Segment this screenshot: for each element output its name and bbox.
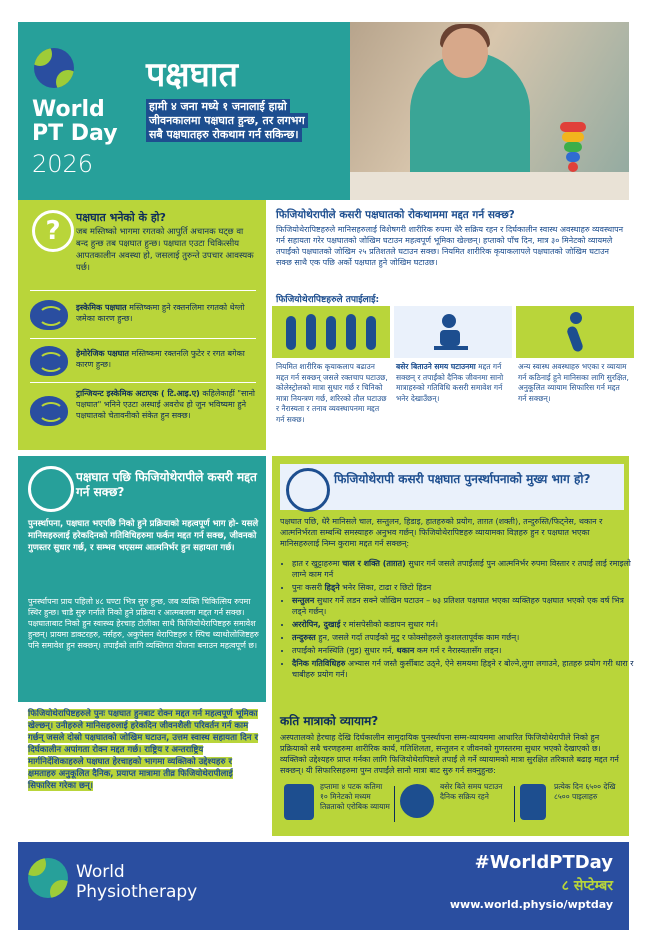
caption-activity: नियमित शारीरिक कृयाकलाप बढाउन मद्दत गर्न सक्छन् जसले रक्तचाप घटाउछ, कोलेस्ट्रोलको मात्रा सुधार गर्छ र चिनिको मात्रा नियन्त्रण गर्छ, शरिरको तौल घटाउछ र नैरास्यता र तनाव व्यवस्थापनमा मद्दत गर्न सक्छ।	[276, 362, 388, 424]
section-title: पक्षघात भनेको के हो?	[76, 211, 166, 224]
section-text: जब मस्तिष्को भागमा रगतको आपुर्ति अचानक घट्छ वा बन्द हुन्छ तब पक्षघात हुन्छ। पक्षघात एउटा चिकित्सीय आपतकालीन अवस्था हो, जसलाई तुरुन्ते उपचार आवस्यक पर्छ।	[76, 227, 254, 273]
stroke-type-tia: ट्रान्जियन्ट इस्केमिक अटाएक ( टि.आइ.ए) कहिलेकाहीं "सानो पक्षघात" भनिने एउटा अस्थाई अवरोध हो जुन भविष्यमा हुने पक्षघातको चेतावनीको संकेत हुन सक्छ।	[76, 389, 255, 420]
active-person-icon	[400, 784, 434, 818]
page-title: पक्षघात	[146, 55, 238, 95]
globe-icon	[28, 858, 68, 898]
prevention-callout	[18, 702, 266, 836]
exercise-item: हप्तामा ४ पटक कतिमा १० मिनेटको मध्यम तिव्रताको एरोबिक व्यायाम	[320, 782, 390, 811]
running-icon	[284, 784, 314, 820]
brain-icon	[30, 300, 68, 330]
list-item: • तन्दुरुस्त हुन, जसले गर्दा तपाईंको मुटु र फोक्सोहरुले कुशलतापूर्वक काम गर्छन्।	[292, 632, 636, 643]
rehab-paragraph: पुनर्स्थापना, पक्षघात भएपछि निको हुने प्रक्रियाको महत्वपूर्ण भाग हो- यसले मानिसहरुलाई हरेकदिनको गतिविधिहरुमा फर्कन मद्दत गर्न सक्छ, जीवनको गुणस्तर सुधार गर्छ, र सम्भव भएसम्म आत्मनिर्भर हुन सहायता गर्छ।	[28, 519, 259, 553]
divider	[30, 290, 256, 291]
section-title: पक्षघात पछि फिजियोथेरापीले कसरी मद्दत गर्न सक्छ?	[76, 470, 257, 499]
help-list	[280, 558, 636, 682]
divider	[30, 382, 256, 383]
footer	[18, 842, 629, 930]
caption-safe-exercise: अन्य स्वास्थ अवस्थाहरु भएका र व्यायाम गर्न कठिनाई हुने मानिसका लागि सुरक्षित, अनुकूलित व्यायाम सिफारिस गर्न मद्दत गर्न सक्छन्।	[518, 362, 629, 403]
brain-icon	[30, 396, 68, 426]
divider	[30, 338, 256, 339]
list-item: • पुनः कसरी हिड्ने भनेर सिका, टाढा र छिटो हिडन	[292, 582, 636, 593]
list-item: • हात र खुट्टाहरुमा चाल र शक्ति (ताग़त) सुधार गर्न जसले तपाईंलाई पुन आत्मनिर्भर रुपमा विस्तार र तपाईं लाई रमाइलो लाग्ने काम गर्न	[292, 558, 636, 580]
divider	[394, 786, 395, 822]
callout-text: फिजियोथेरापिष्टहरुले पुनः पक्षघात हुनबाट रोक्न मद्दत गर्न महत्वपूर्ण भूमिका खेल्छन्। उनीहरुले मानिसहरुलाई हरेकदिन जीवनशैली परिवर्तन गर्न काम गर्छन् जसले दोस्रो पक्षघातको जोखिम घटाउन, उत्तम स्वास्थ सहायता दिन र दिर्घकालीन अपांगता रोक्न मद्दत गर्छ। राष्ट्रिय र अन्तराष्ट्रिय मार्गनिर्देशिकाहरुले पक्षघात हेरचाहको भागमा व्यक्तिको उद्देश्यहरु र क्षमताहरु अनुकूलित दैनिक, प्रयाप्त मात्रामा तीव्र फिजियोथेरापीलाई सिफारिस गरेका छन्।	[28, 709, 258, 791]
prevention-section	[272, 200, 629, 450]
timeline-paragraph: पुनर्स्थापना प्राय पहिलो ४८ घण्टा भित्र सुरु हुन्छ, जब व्यक्ति चिकित्सिय रुपमा स्थिर हुन्छ। चाडै सुरु गर्नाले निको हुने प्रक्रिया र आत्मबलमा मद्दत गर्न सक्छ। पक्षघाताबाट निको हुन स्वास्थ्य हेरचाह टोलीका साथै फिजियोथेरापिष्टहरु समावेश हुन्छन्। प्रायमा डाक्टरहरु, नर्सहरु, अकुपेसन थेरापिष्टहरु र स्पिच थ्याथोलोजिष्टहरु पनि समावेश हुन सक्छन्। तपाईंको लागि व्यक्तिगत योजना बनाउन महत्वपूर्ण छ।	[28, 597, 259, 650]
section-intro: पक्षघात पछि, धेरै मानिसले चाल, सन्तुलन, हिडाइ, हातहरुको प्रयोग, ताग़त (शक्ती), तन्दुरुस्ति/फिट्नेस, थकान र आत्मनिर्भरता सम्बन्धि समस्याहरु अनुभव गर्छन्। फिजियोथेरापिष्टहरु व्यायामका विज्ञहरु हुन र पक्षघात भएका मानिसहरुलाई निम्न कुरामा मद्दत गर्न सक्छन्:	[280, 517, 603, 548]
walker-icon	[28, 466, 74, 512]
hashtag: #WorldPTDay	[474, 852, 613, 873]
stroke-type-ischemic: इस्केमिक पक्षघात मस्तिष्कमा हुने रक्तनलिमा रगतको थेग्लो जमेका कारण हुन्छ।	[76, 303, 245, 323]
page-subtitle: हामी ४ जना मध्ये १ जनालाई हाम्रो जीवनकालमा पक्षघात हुन्छ, तर लगभग सबै पक्षघातहरु रोकथाम गर्न सकिन्छ।	[146, 100, 306, 142]
website-link[interactable]: www.world.physio/wptday	[449, 898, 613, 911]
helping-hands-icon	[286, 468, 330, 512]
exercise-text: अस्पतालको हेरचाह देखि दिर्घकालीन सामुदायिक पुनर्स्थापना सम्म-व्यायममा आधारित फिजियोथेरापीले निको हुन प्रक्रियाको सबै चरणहरुमा शारीरिक कार्य, गतिशिलता, सन्तुलन र जीवनको गुणस्तरमा सुधार भएको देखाएको छ। व्यक्तिको उद्देश्यहरु प्राप्त गर्नका लागि फिजियोथेरापिष्टले तपाईं ले गर्ने व्यायामको मात्रा सुरक्षित तरिकाले बढाइ मद्दत गर्न सक्छन्। यी सिफारिसहरुमा पुग्न तपाईंले सानो मात्रा बाट सुरु गर्न सक्नुहुन्छ:	[280, 733, 619, 775]
globe-icon	[34, 48, 74, 88]
section-title: फिजियोथेरापी कसरी पक्षघात पुनर्स्थापनाको मुख्य भाग हो?	[334, 472, 591, 486]
list-item: • सन्तुलन सुधार गर्ने लडन सक्ने जोखिम घटाउन – ७३ प्रतिशत पक्षघात भएका व्यक्तिहरु पक्षघात भएको एक वर्ष भित्र लड्ने गर्छन्।	[292, 595, 636, 617]
footprints-icon	[520, 784, 546, 820]
stroke-type-hemorrhagic: हेमोरेजिक पक्षघात मस्तिष्कमा रक्तनलि फुटेर र रगत बगेका कारण हुन्छ।	[76, 349, 245, 369]
event-date: ८ सेप्टेम्बर	[561, 878, 613, 894]
list-item: • तपाईंको मनस्थिति (मुड) सुधार गर्न, थकान कम गर्न र नैरास्यतासँग लड्न।	[292, 645, 636, 656]
section-header	[280, 464, 624, 510]
list-item: • दैनिक गतिविधिहरु अभ्यास गर्न जस्तै कुर्सीबाट उठ्ने, ऐने समयमा हिड्ने र बोल्ने,लुगा लगाउने, हातहरु प्रयोग गरी धारा र चाबीहरु प्रयोग गर्न।	[292, 658, 636, 680]
after-stroke-section	[18, 456, 266, 836]
exercise-recommendations	[280, 780, 624, 830]
header-banner	[18, 22, 629, 200]
hero-photo	[350, 22, 629, 200]
section-subtitle: फिजियोथेरापिष्टहरुले तपाईलाई:	[276, 295, 380, 305]
sitting-person-icon	[394, 306, 512, 358]
exercise-group-icon	[272, 306, 390, 358]
exercise-item: बसेर बिते समय घटाउन दैनिक सक्रिय रहने	[440, 782, 503, 801]
question-icon: ?	[32, 210, 74, 252]
logo-year: 2026	[32, 150, 94, 178]
rehab-section	[272, 456, 634, 836]
divider	[514, 786, 515, 822]
caption-sitting: बसेर बिताउने समय घटाउनमा मद्दत गर्न सक्छन् र तपाईंको दैनिक जीवनमा सानो मात्राहरुको गतिविधि कसरी समावेश गर्न भनेर देखाउँछन्।	[396, 362, 504, 403]
org-name: World Physiotherapy	[76, 862, 198, 902]
list-item: • अररोपिन, दुखाई र मांसपेसीको कडापन सुधार गर्न।	[292, 619, 636, 630]
what-is-stroke-section	[18, 200, 266, 450]
exercise-item: प्रत्येक दिन ६५०० देखि ८५०० पाइलाहरु	[554, 782, 616, 801]
section-title: फिजियोथेरापीले कसरी पक्षघातको रोकथाममा मद्दत गर्न सक्छ?	[276, 209, 515, 221]
stretching-person-icon	[516, 306, 634, 358]
world-pt-day-logo	[18, 22, 138, 200]
section-text: फिजियोथेरापिष्टहरुले मानिसहरुलाई विशेषगरी शारीरिक रुपमा धेरै सक्रिय रहन र दिर्घकालीन स्वास्थ अवस्थाहरु व्यवस्थापन गर्न सहायता गरेर पक्षघातको जोखिम घटाउन महत्वपूर्ण भूमिका खेल्छन्। हप्ताको पाँच दिन, मात्र ३० मिनेटको व्यायमले तपाईंको पक्षघातको जोखिम २५ प्रतिशतले घटाउन सक्छ। नियमित शारीरिक कृयाकलापले पक्षघातको जोखिम घटाउन सक्छ साथै एक पछि अर्को पक्षघात हुने जोखिम घटाउछ।	[276, 225, 624, 267]
exercise-title: कति मात्राको व्यायाम?	[280, 714, 379, 728]
brain-icon	[30, 346, 68, 376]
logo-text: World PT Day	[32, 97, 118, 146]
